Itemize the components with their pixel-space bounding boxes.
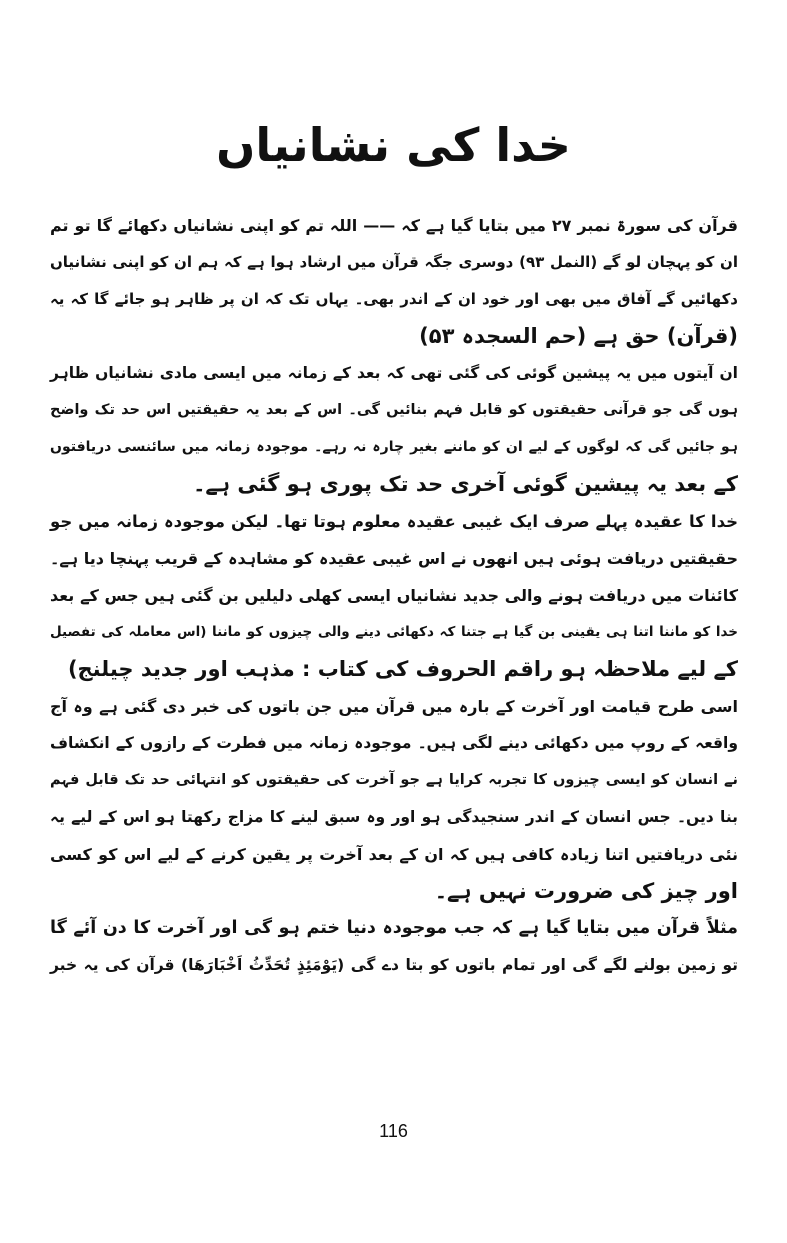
text-line: مثلاً قرآن میں بتایا گیا ہے کہ جب موجودہ دنیا ختم ہو گی اور آخرت کا دن آئے گا xyxy=(50,918,738,938)
text-line: خدا کو ماننا اتنا ہی یقینی بن گیا ہے جتنا کہ دکھائی دینے والی چیزوں کو ماننا (اس معاملہ کی تفصیل xyxy=(50,624,738,640)
text-line: دکھائیں گے آفاق میں بھی اور خود ان کے اندر بھی۔ یہاں تک کہ ان پر ظاہر ہو جائے گا کہ یہ xyxy=(50,290,738,308)
text-line: کائنات میں دریافت ہونے والی جدید نشانیاں ایسی کھلی دلیلیں بن گئی ہیں جس کے بعد xyxy=(50,586,738,605)
text-line: ان آیتوں میں یہ پیشین گوئی کی گئی تھی کہ بعد کے زمانہ میں ایسی مادی نشانیاں ظاہر xyxy=(50,364,738,382)
page-number: 116 xyxy=(379,1121,408,1141)
body-text xyxy=(50,207,738,984)
text-line: قرآن کی سورۃ نمبر ۲۷ میں بتایا گیا ہے کہ —— اللہ تم کو اپنی نشانیاں دکھائے گا تو تم xyxy=(50,216,738,235)
text-line: بنا دیں۔ جس انسان کے اندر سنجیدگی ہو اور وہ سبق لینے کا مزاج رکھتا ہو اس کے لیے یہ xyxy=(50,808,738,826)
text-line: کے بعد یہ پیشین گوئی آخری حد تک پوری ہو گئی ہے۔ xyxy=(193,472,738,496)
text-line: اسی طرح قیامت اور آخرت کے بارہ میں قرآن میں جن باتوں کی خبر دی گئی ہے وہ آج xyxy=(50,697,738,716)
text-line: خدا کا عقیدہ پہلے صرف ایک غیبی عقیدہ معلوم ہوتا تھا۔ لیکن موجودہ زمانہ میں جو xyxy=(50,512,738,531)
text-line: ہوں گی جو قرآنی حقیقتوں کو قابل فہم بنائیں گی۔ اس کے بعد یہ حقیقتیں اس حد تک واضح xyxy=(50,402,738,418)
page-title: خدا کی نشانیاں xyxy=(216,118,571,172)
text-line: نئی دریافتیں اتنا زیادہ کافی ہیں کہ ان کے بعد آخرت پر یقین کرنے کے لیے اس کو کسی xyxy=(50,845,738,864)
text-line: اور چیز کی ضرورت نہیں ہے۔ xyxy=(434,879,738,903)
text-line: (قرآن) حق ہے (حم السجدہ ۵۳) xyxy=(419,324,738,348)
text-line: تو زمین بولنے لگے گی اور تمام باتوں کو بتا دے گی (یَوْمَئِذٍ تُحَدِّثُ اَخْبَارَھَا) قرآن کی یہ خبر xyxy=(50,956,738,974)
text-line: واقعہ کے روپ میں دکھائی دینے لگی ہیں۔ موجودہ زمانہ میں فطرت کے رازوں کے انکشاف xyxy=(50,734,738,752)
text-line: نے انسان کو ایسی چیزوں کا تجربہ کرایا ہے جو آخرت کی حقیقتوں کو انتہائی حد تک قابل فہم xyxy=(50,772,738,788)
text-line: ان کو پہچان لو گے (النمل ۹۳) دوسری جگہ قرآن میں ارشاد ہوا ہے کہ ہم ان کو اپنی نشانیاں xyxy=(50,253,738,271)
text-line: ہو جائیں گی کہ لوگوں کے لیے ان کو ماننے بغیر چارہ نہ رہے۔ موجودہ زمانہ میں سائنسی دریافتوں xyxy=(50,439,738,455)
text-line: حقیقتیں دریافت ہوئی ہیں انھوں نے اس غیبی عقیدہ کو مشاہدہ کے قریب پہنچا دیا ہے۔ xyxy=(50,549,738,568)
text-line: کے لیے ملاحظہ ہو راقم الحروف کی کتاب : مذہب اور جدید چیلنج) xyxy=(67,657,738,681)
